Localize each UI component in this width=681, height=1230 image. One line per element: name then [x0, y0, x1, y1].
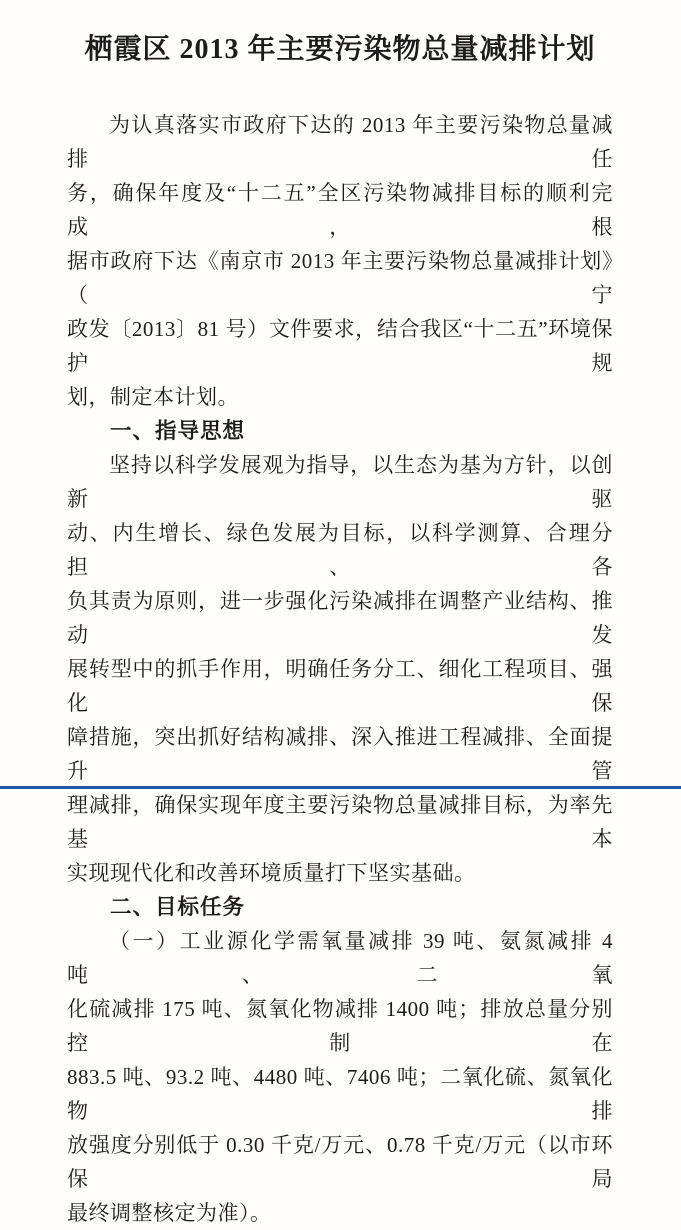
- body-line: 负其责为原则，进一步强化污染减排在调整产业结构、推动发: [67, 589, 613, 647]
- body-line: 政发〔2013〕81 号）文件要求，结合我区“十二五”环境保护规: [67, 317, 613, 375]
- body-line: （一）工业源化学需氧量减排 39 吨、氨氮减排 4 吨、二氧: [67, 929, 613, 987]
- body-line: 883.5 吨、93.2 吨、4480 吨、7406 吨；二氧化硫、氮氧化物排: [67, 1065, 613, 1123]
- document-title: 栖霞区 2013 年主要污染物总量减排计划: [84, 34, 596, 65]
- body-line: 展转型中的抓手作用，明确任务分工、细化工程项目、强化保: [67, 657, 613, 715]
- body-line: 务，确保年度及“十二五”全区污染物减排目标的顺利完成，根: [67, 181, 613, 239]
- body-line: 动、内生增长、绿色发展为目标，以科学测算、合理分担、各: [67, 521, 613, 579]
- body-line: 理减排，确保实现年度主要污染物总量减排目标，为率先基本: [67, 793, 613, 851]
- body-line: 坚持以科学发展观为指导，以生态为基为方针，以创新驱: [67, 453, 613, 511]
- body-line: 放强度分别低于 0.30 千克/万元、0.78 千克/万元（以市环保局: [67, 1133, 613, 1191]
- body-line: 化硫减排 175 吨、氮氧化物减排 1400 吨；排放总量分别控制在: [67, 997, 613, 1055]
- document-body: [67, 108, 613, 1230]
- body-line: 最终调整核定为准）。: [67, 1201, 272, 1225]
- section-heading: 二、目标任务: [110, 895, 246, 919]
- body-line: 为认真落实市政府下达的 2013 年主要污染物总量减排任: [67, 113, 613, 171]
- body-line: 据市政府下达《南京市 2013 年主要污染物总量减排计划》（宁: [67, 249, 613, 307]
- document-content: [67, 0, 613, 1230]
- bottom-divider: [0, 786, 681, 789]
- body-line: 障措施，突出抓好结构减排、深入推进工程减排、全面提升管: [67, 725, 613, 783]
- section-heading: 一、指导思想: [110, 419, 246, 443]
- body-line: 实现现代化和改善环境质量打下坚实基础。: [67, 861, 476, 885]
- body-line: 划，制定本计划。: [67, 385, 239, 409]
